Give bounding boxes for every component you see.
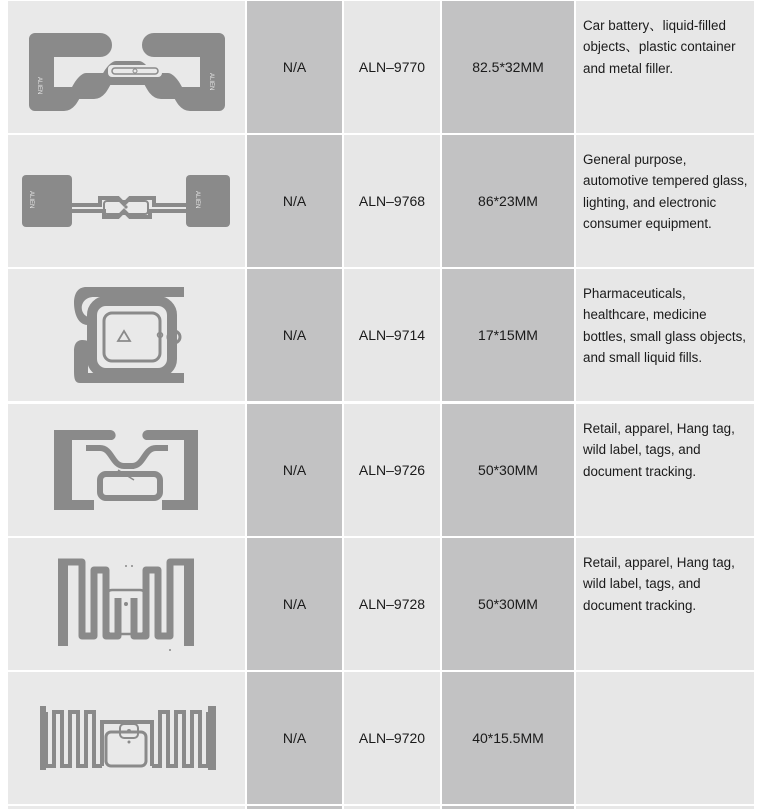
application-text: General purpose, automotive tempered glass, lighting, and electronic consumer equipment. — [583, 152, 748, 231]
application-cell — [576, 404, 754, 536]
inlay-9768-icon — [8, 135, 245, 267]
table-row — [0, 269, 774, 401]
application-cell — [576, 538, 754, 670]
model-cell: ALN–9726 — [344, 404, 440, 536]
table-row — [0, 135, 774, 267]
model-cell: ALN–9728 — [344, 538, 440, 670]
inlay-9720-icon — [8, 672, 245, 804]
size-cell: 50*30MM — [442, 404, 574, 536]
table-row — [0, 538, 774, 670]
antenna-label: ALIEN — [36, 77, 42, 95]
antenna-image-cell — [8, 135, 245, 267]
application-cell — [576, 1, 754, 133]
model-cell: ALN–9770 — [344, 1, 440, 133]
application-text: Retail, apparel, Hang tag, wild label, tags, and document tracking. — [583, 555, 735, 613]
application-text: Retail, apparel, Hang tag, wild label, tags, and document tracking. — [583, 421, 735, 479]
table-row — [0, 672, 774, 804]
application-cell — [576, 135, 754, 267]
size-cell: 86*23MM — [442, 135, 574, 267]
ic-cell: N/A — [247, 404, 342, 536]
antenna-image-cell — [8, 538, 245, 670]
antenna-image-cell — [8, 269, 245, 401]
antenna-image-cell — [8, 672, 245, 804]
inlay-9726-icon — [8, 404, 245, 536]
inlay-9714-icon — [8, 269, 245, 401]
size-cell: 82.5*32MM — [442, 1, 574, 133]
size-cell: 50*30MM — [442, 538, 574, 670]
inlay-9770-icon — [8, 1, 245, 133]
antenna-image-cell — [8, 404, 245, 536]
application-cell — [576, 269, 754, 401]
ic-cell: N/A — [247, 269, 342, 401]
ic-cell: N/A — [247, 1, 342, 133]
table-row — [0, 404, 774, 536]
model-cell: ALN–9720 — [344, 672, 440, 804]
application-text: Pharmaceuticals, healthcare, medicine bottles, small glass objects, and small liquid fills. — [583, 286, 746, 365]
inlay-9728-icon — [8, 538, 245, 670]
model-cell: ALN–9768 — [344, 135, 440, 267]
antenna-image-cell — [8, 1, 245, 133]
application-text: Car battery、liquid-filled objects、plastic container and metal filler. — [583, 18, 736, 76]
table-row — [0, 1, 774, 133]
ic-cell: N/A — [247, 538, 342, 670]
antenna-label: ALIEN — [28, 191, 34, 209]
ic-cell: N/A — [247, 672, 342, 804]
antenna-label: ALIEN — [194, 191, 200, 209]
antenna-label: ALIEN — [208, 73, 214, 91]
ic-cell: N/A — [247, 135, 342, 267]
size-cell: 17*15MM — [442, 269, 574, 401]
size-cell: 40*15.5MM — [442, 672, 574, 804]
model-cell: ALN–9714 — [344, 269, 440, 401]
application-cell — [576, 672, 754, 804]
